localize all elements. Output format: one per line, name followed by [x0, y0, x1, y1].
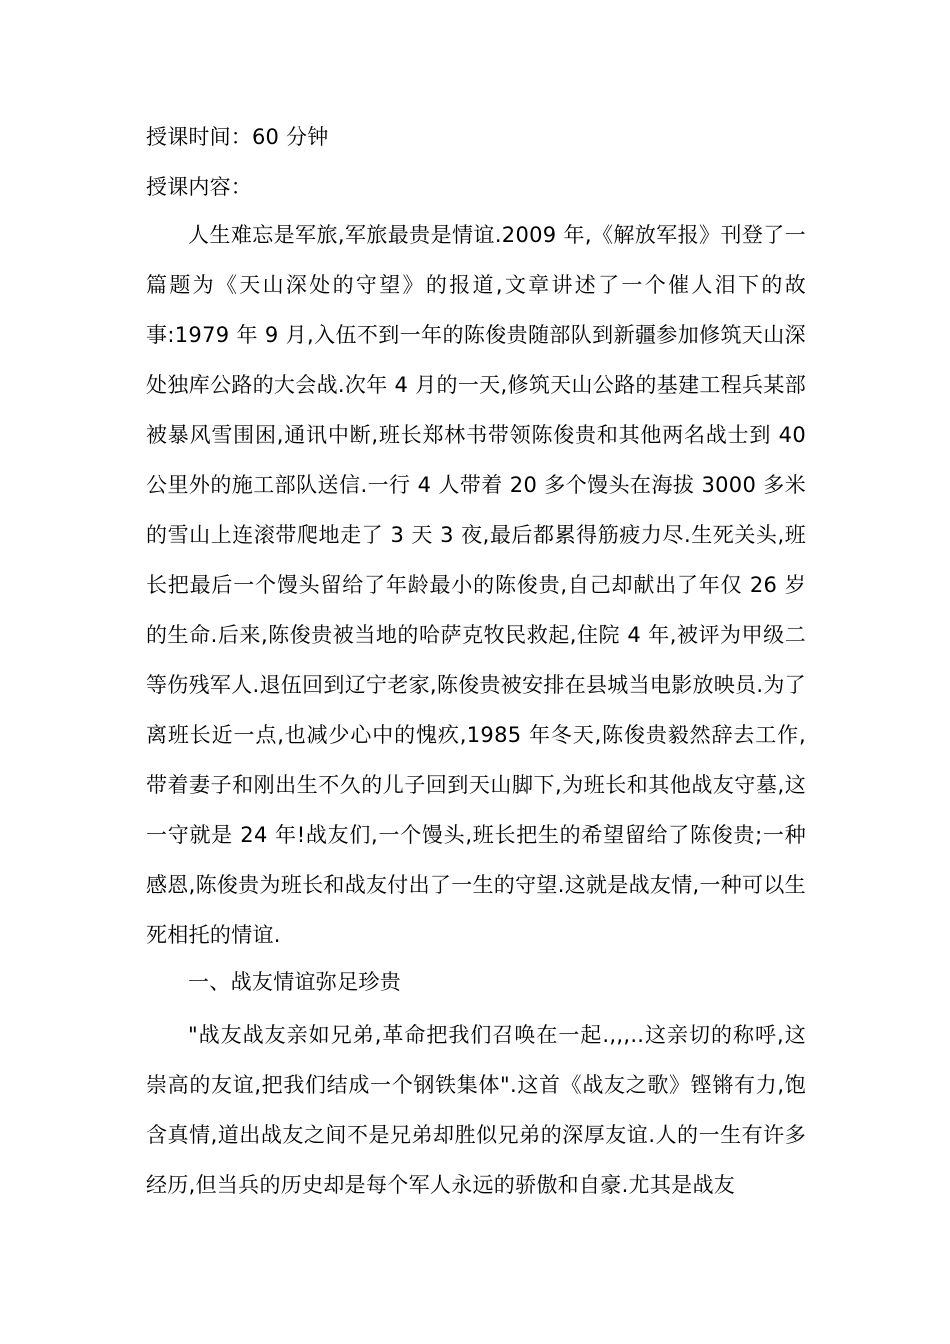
intro-paragraph: 人生难忘是军旅,军旅最贵是情谊.2009 年,《解放军报》刊登了一篇题为《天山深处的守望》的报道,文章讲述了一个催人泪下的故事:1979 年 9 月,入伍不到一年的陈俊贵随部队到新疆参加修筑天山深处独库公路的大会战.次年 4 月的一天,修筑天山公路的基建工程兵某部被暴风雪围困,通讯中断,班长郑林书带领陈俊贵和其他两名战士到 40 公里外的施工部队送信.一行 4 人带着 20 多个馒头在海拔 3000 多米的雪山上连滚带爬地走了 3 天 3 夜,最后都累得筋疲力尽.生死关头,班长把最后一个馒头留给了年龄最小的陈俊贵,自己却献出了年仅 26 岁的生命.后来,陈俊贵被当地的哈萨克牧民救起,住院 4 年,被评为甲级二等伤残军人.退伍回到辽宁老家,陈俊贵被安排在县城当电影放映员.为了离班长近一点,也减少心中的愧疚,1985 年冬天,陈俊贵毅然辞去工作,带着妻子和刚出生不久的儿子回到天山脚下,为班长和其他战友守墓,这一守就是 24 年!战友们,一个馒头,班长把生的希望留给了陈俊贵;一种感恩,陈俊贵为班长和战友付出了一生的守望.这就是战友情,一种可以生死相托的情谊. — [146, 223, 806, 947]
lesson-content-label: 授课内容： — [146, 175, 252, 199]
section-heading: 一、战友情谊弥足珍贵 — [188, 970, 401, 994]
lesson-time-label: 授课时间：60 分钟 — [146, 125, 329, 149]
section-paragraph: "战友战友亲如兄弟,革命把我们召唤在一起.,,,..这亲切的称呼,这崇高的友谊,把我们结成一个钢铁集体".这首《战友之歌》铿锵有力,饱含真情,道出战友之间不是兄弟却胜似兄弟的深厚友谊.人的一生有许多经历,但当兵的历史却是每个军人永远的骄傲和自豪.尤其是战友 — [146, 1023, 806, 1197]
